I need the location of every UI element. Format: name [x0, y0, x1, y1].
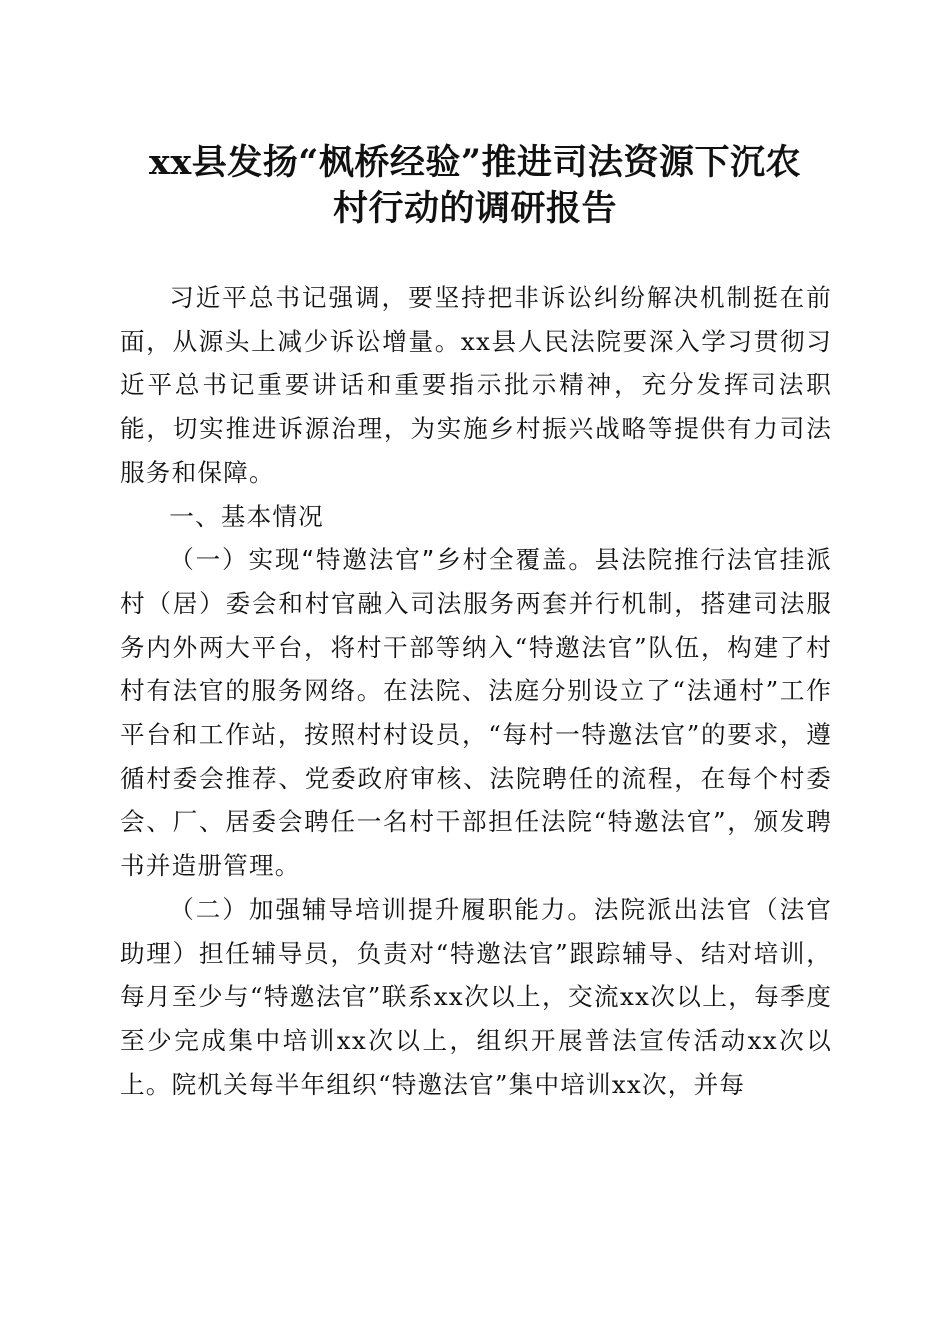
paragraph-2-title: （二）加强辅导培训提升履职能力。 — [169, 894, 594, 924]
section-heading: 一、基本情况 — [169, 501, 324, 531]
paragraph-1 — [120, 538, 832, 888]
title-line-1: xx县发扬“枫桥经验”推进司法资源下沉农 — [149, 142, 801, 183]
intro-paragraph: 习近平总书记强调，要坚持把非诉讼纠纷解决机制挺在前面，从源头上减少诉讼增量。xx县人民法院要深入学习贯彻习近平总书记重要讲话和重要指示批示精神，充分发挥司法职能，切实推进诉源治理，为实施乡村振兴战略等提供有力司法服务和保障。 — [120, 283, 832, 487]
document-title — [100, 140, 850, 232]
title-line-2: 村行动的调研报告 — [332, 188, 617, 229]
paragraph-1-title: （一）实现“特邀法官”乡村全覆盖。 — [169, 545, 595, 575]
paragraph-1-body: 县法院推行法官挂派村（居）委会和村官融入司法服务两套并行机制，搭建司法服务内外两大平台，将村干部等纳入“特邀法官”队伍，构建了村村有法官的服务网络。在法院、法庭分别设立了“法通村”工作平台和工作站，按照村村设员，“每村一特邀法官”的要求，遵循村委会推荐、党委政府审核、法院聘任的流程，在每个村委会、厂、居委会聘任一名村干部担任法院“特邀法官”，颁发聘书并造册管理。 — [120, 545, 832, 881]
document-body — [120, 276, 832, 1106]
paragraph-2 — [120, 888, 832, 1107]
paragraph-2-body: 法院派出法官（法官助理）担任辅导员，负责对“特邀法官”跟踪辅导、结对培训，每月至少与“特邀法官”联系xx次以上，交流xx次以上，每季度至少完成集中培训xx次以上，组织开展普法宣传活动xx次以上。院机关每半年组织“特邀法官”集中培训xx次，并每 — [120, 894, 832, 1099]
